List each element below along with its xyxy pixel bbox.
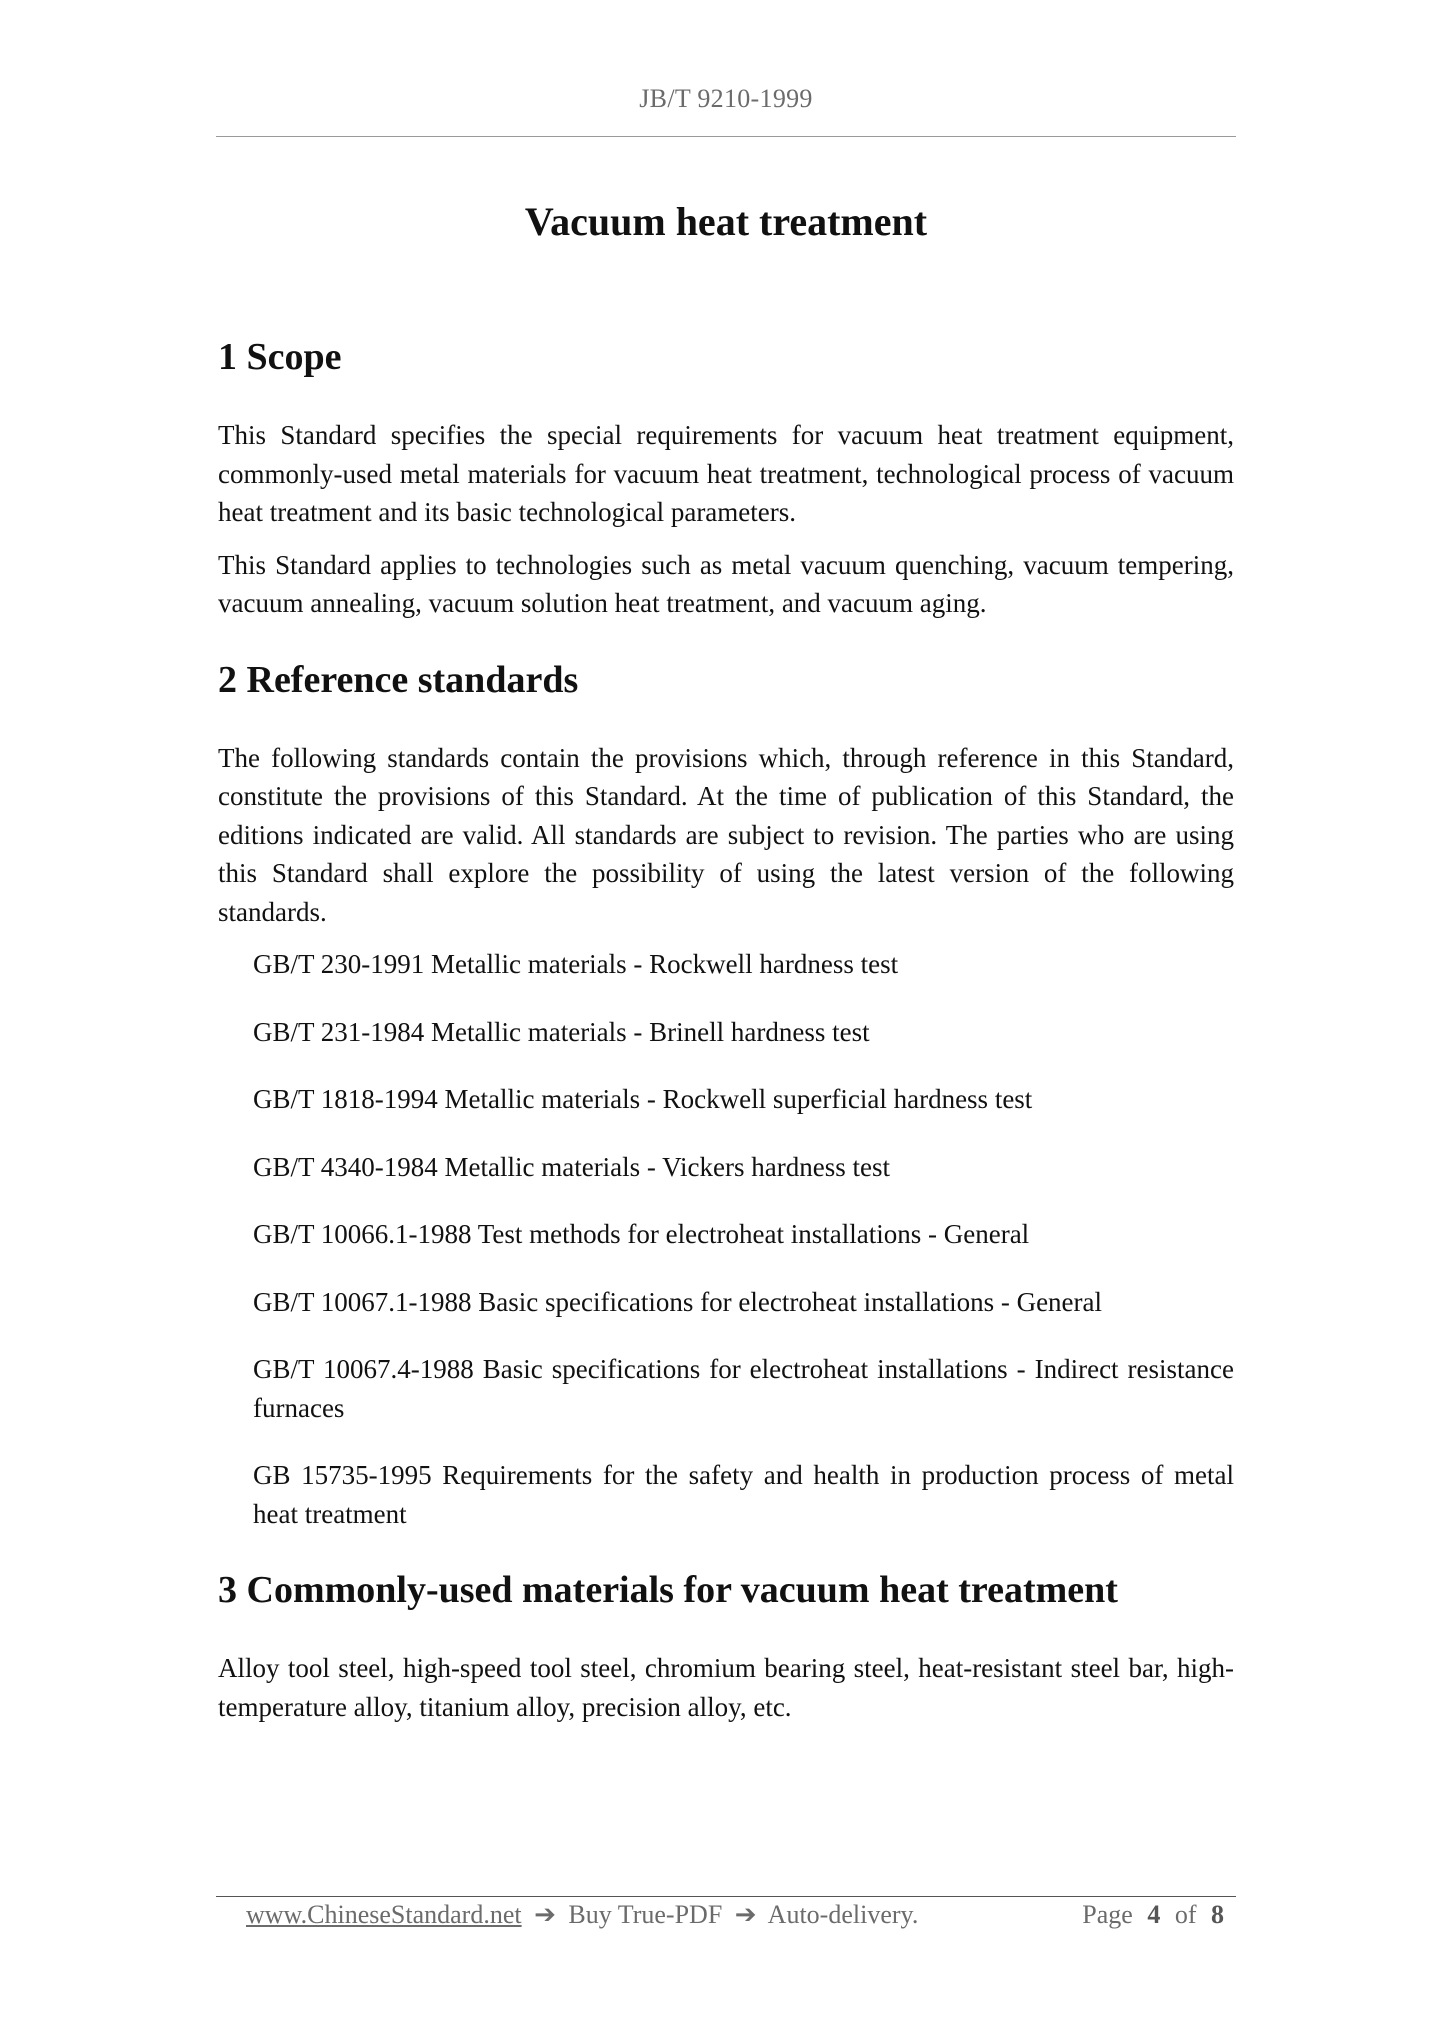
- running-header-doc-code: JB/T 9210-1999: [639, 84, 813, 113]
- footer-purchase-info: [246, 1900, 918, 1930]
- reference-item: GB/T 231-1984 Metallic materials - Brinell hardness test: [253, 1016, 870, 1047]
- footer-step-delivery: Auto-delivery.: [767, 1900, 919, 1929]
- reference-item: GB 15735-1995 Requirements for the safety and health in production process of metal heat treatment: [253, 1460, 1234, 1529]
- reference-item: GB/T 10067.4-1988 Basic specifications for electroheat installations - Indirect resistance furnaces: [253, 1354, 1234, 1423]
- page-label: Page: [1082, 1900, 1133, 1929]
- paragraph: This Standard specifies the special requirements for vacuum heat treatment equipment, commonly-used metal materials for vacuum heat treatment, technological process of vacuum heat treatment and its basic technological parameters.: [218, 420, 1234, 527]
- section-common-materials: [218, 1563, 1234, 1726]
- page-footer: [216, 1900, 1236, 1940]
- reference-item: GB/T 4340-1984 Metallic materials - Vickers hardness test: [253, 1151, 890, 1182]
- document-title: Vacuum heat treatment: [524, 199, 928, 244]
- section-heading: 1 Scope: [218, 336, 342, 378]
- reference-item: GB/T 230-1991 Metallic materials - Rockwell hardness test: [253, 949, 899, 979]
- footer-step-buy: Buy True-PDF: [568, 1900, 723, 1929]
- reference-item: GB/T 10066.1-1988 Test methods for electroheat installations - General: [253, 1219, 1030, 1249]
- footer-divider: [216, 1896, 1236, 1897]
- total-page-number: 8: [1211, 1900, 1224, 1929]
- reference-list: [218, 945, 1234, 1533]
- arrow-right-icon: ➔: [734, 1900, 757, 1929]
- current-page-number: 4: [1147, 1900, 1161, 1929]
- paragraph: This Standard applies to technologies such as metal vacuum quenching, vacuum tempering, vacuum annealing, vacuum solution heat treatment, and vacuum aging.: [218, 549, 1234, 618]
- paragraph: The following standards contain the provisions which, through reference in this Standard, constitute the provisions of this Standard. At the time of publication of this Standard, the editions indicated are valid. All standards are subject to revision. The parties who are using this Standard shall explore the possibility of using the latest version of the following standards.: [218, 742, 1234, 927]
- reference-item: GB/T 10067.1-1988 Basic specifications for electroheat installations - General: [253, 1286, 1103, 1317]
- document-body: [218, 330, 1234, 1726]
- website-link[interactable]: www.ChineseStandard.net: [246, 1900, 522, 1929]
- section-heading: 3 Commonly-used materials for vacuum heat treatment: [218, 1569, 1118, 1611]
- reference-item: GB/T 1818-1994 Metallic materials - Rockwell superficial hardness test: [253, 1084, 1033, 1114]
- section-scope: [218, 330, 1234, 623]
- header-divider: [216, 136, 1236, 137]
- paragraph: Alloy tool steel, high-speed tool steel, chromium bearing steel, heat-resistant steel bar, high-temperature alloy, titanium alloy, precision alloy, etc.: [218, 1653, 1234, 1722]
- section-heading: 2 Reference standards: [218, 658, 579, 701]
- section-reference-standards: [218, 653, 1234, 1534]
- page-number: [1082, 1900, 1224, 1930]
- arrow-right-icon: ➔: [534, 1900, 556, 1929]
- page-of-label: of: [1174, 1900, 1197, 1929]
